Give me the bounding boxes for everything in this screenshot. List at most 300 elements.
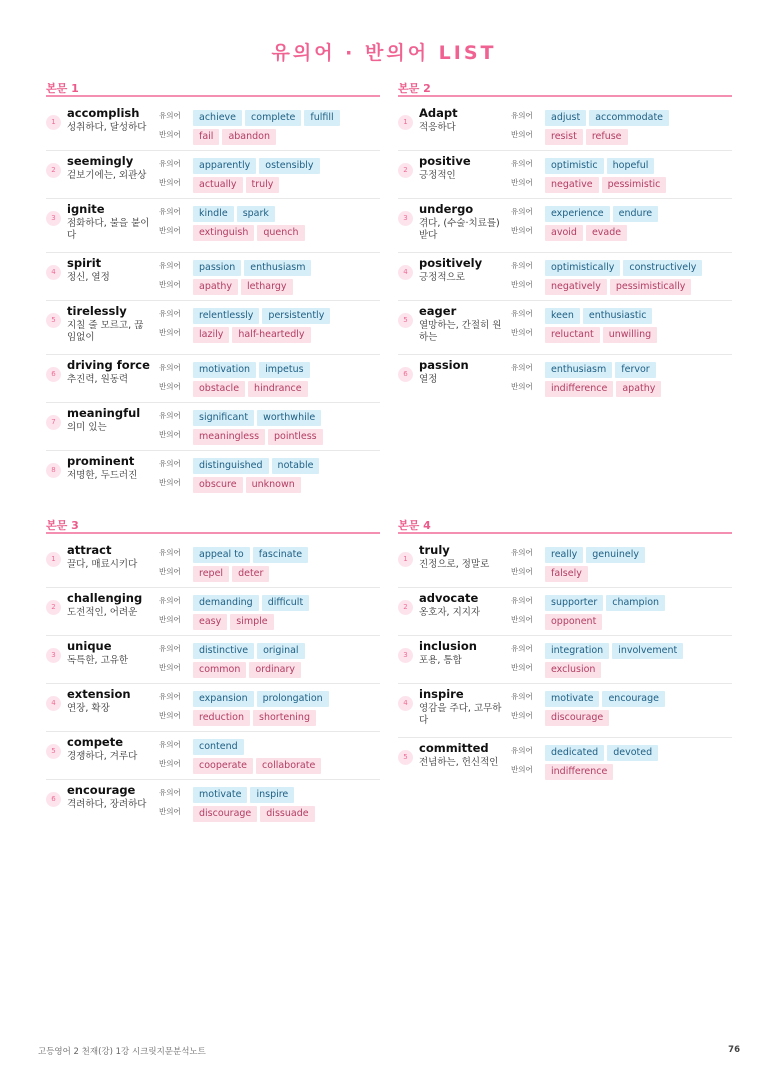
entry-meaning: 포용, 통합 xyxy=(419,655,462,666)
synonym-label: 유의어 xyxy=(159,548,181,557)
synonym-chip: distinguished xyxy=(193,458,269,474)
antonym-list xyxy=(193,124,279,145)
synonym-label: 유의어 xyxy=(511,596,533,605)
section-heading: 본문 4 xyxy=(398,517,732,534)
antonym-list xyxy=(193,274,296,295)
entry-meaning: 연장, 확장 xyxy=(67,703,110,714)
section-heading: 본문 3 xyxy=(46,517,380,534)
entry-word: tirelessly xyxy=(67,304,127,318)
entry-number-badge: 8 xyxy=(46,463,61,478)
entry-word: seemingly xyxy=(67,154,134,168)
antonym-chip: actually xyxy=(193,177,243,193)
antonym-chip: pessimistically xyxy=(610,279,692,295)
entry-word: undergo xyxy=(419,202,474,216)
vocab-entry xyxy=(46,403,380,451)
vocab-entry xyxy=(398,684,732,738)
entry-meaning: 정신, 열정 xyxy=(67,272,110,283)
vocab-entry xyxy=(398,253,732,301)
synonym-list xyxy=(193,405,324,426)
vocab-entry xyxy=(46,540,380,588)
synonym-chip: difficult xyxy=(262,595,309,611)
entry-meaning: 점화하다, 불을 붙이다 xyxy=(67,218,150,241)
entry-meaning: 긍정적인 xyxy=(419,170,456,181)
synonym-label: 유의어 xyxy=(159,644,181,653)
vocab-entry xyxy=(46,780,380,828)
entry-number-badge: 5 xyxy=(46,744,61,759)
antonym-list xyxy=(193,172,282,193)
synonym-chip: experience xyxy=(545,206,610,222)
antonym-list xyxy=(545,657,604,678)
antonym-chip: avoid xyxy=(545,225,583,241)
entry-word: positive xyxy=(419,154,471,168)
synonym-list xyxy=(545,542,648,563)
synonym-chip: enthusiastic xyxy=(583,308,653,324)
entry-word: accomplish xyxy=(67,106,140,120)
vocab-entry xyxy=(46,103,380,151)
vocab-entry xyxy=(398,151,732,199)
entry-number-badge: 3 xyxy=(398,648,413,663)
vocab-entry xyxy=(398,588,732,636)
antonym-chip: collaborate xyxy=(256,758,321,774)
synonym-list xyxy=(545,590,668,611)
synonym-list xyxy=(545,201,661,222)
antonym-chip: common xyxy=(193,662,246,678)
entry-number-badge: 1 xyxy=(46,552,61,567)
synonym-list xyxy=(193,590,312,611)
synonym-label: 유의어 xyxy=(511,207,533,216)
entry-word: spirit xyxy=(67,256,102,270)
entry-number-badge: 6 xyxy=(398,367,413,382)
synonym-chip: adjust xyxy=(545,110,586,126)
synonym-chip: involvement xyxy=(612,643,683,659)
synonym-chip: demanding xyxy=(193,595,259,611)
antonym-label: 반의어 xyxy=(511,226,533,235)
entry-word: compete xyxy=(67,735,124,749)
vocab-entry xyxy=(398,355,732,403)
entry-number-badge: 4 xyxy=(398,696,413,711)
synonym-label: 유의어 xyxy=(511,111,533,120)
antonym-chip: extinguish xyxy=(193,225,254,241)
synonym-chip: significant xyxy=(193,410,254,426)
vocab-entry xyxy=(398,103,732,151)
antonym-chip: indifference xyxy=(545,764,613,780)
antonym-label: 반의어 xyxy=(511,663,533,672)
synonym-list xyxy=(545,740,661,761)
antonym-chip: hindrance xyxy=(248,381,308,397)
entry-number-badge: 3 xyxy=(398,211,413,226)
entry-number-badge: 2 xyxy=(46,163,61,178)
entry-word: committed xyxy=(419,741,489,755)
antonym-chip: obscure xyxy=(193,477,243,493)
synonym-chip: prolongation xyxy=(257,691,329,707)
antonym-chip: reduction xyxy=(193,710,250,726)
antonym-label: 반의어 xyxy=(511,328,533,337)
antonym-list xyxy=(193,657,304,678)
entry-word: eager xyxy=(419,304,457,318)
antonym-label: 반의어 xyxy=(511,567,533,576)
entry-number-badge: 6 xyxy=(46,367,61,382)
entry-meaning: 옹호자, 지지자 xyxy=(419,607,481,618)
antonym-label: 반의어 xyxy=(159,663,181,672)
synonym-chip: optimistic xyxy=(545,158,604,174)
entry-number-badge: 7 xyxy=(46,415,61,430)
synonym-label: 유의어 xyxy=(511,363,533,372)
synonym-chip: inspire xyxy=(250,787,294,803)
entry-meaning: 의미 있는 xyxy=(67,422,107,433)
entry-meaning: 영감을 주다, 고무하다 xyxy=(419,703,502,726)
synonym-label: 유의어 xyxy=(511,548,533,557)
synonym-label: 유의어 xyxy=(159,596,181,605)
synonym-list xyxy=(193,105,343,126)
antonym-label: 반의어 xyxy=(159,382,181,391)
entry-word: attract xyxy=(67,543,112,557)
entry-word: positively xyxy=(419,256,483,270)
antonym-chip: resist xyxy=(545,129,583,145)
synonym-chip: enthusiasm xyxy=(545,362,612,378)
page-number: 76 xyxy=(728,1045,740,1055)
antonym-label: 반의어 xyxy=(159,711,181,720)
vocab-entry xyxy=(398,636,732,684)
synonym-list xyxy=(193,303,333,324)
synonym-chip: motivate xyxy=(193,787,247,803)
antonym-chip: pointless xyxy=(268,429,323,445)
antonym-label: 반의어 xyxy=(159,759,181,768)
antonym-chip: apathy xyxy=(193,279,238,295)
synonym-chip: encourage xyxy=(602,691,665,707)
page-title: 유의어 · 반의어 LIST xyxy=(271,42,497,64)
synonym-chip: supporter xyxy=(545,595,603,611)
synonym-chip: kindle xyxy=(193,206,234,222)
antonym-chip: deter xyxy=(232,566,269,582)
synonym-label: 유의어 xyxy=(159,363,181,372)
entry-number-badge: 4 xyxy=(46,696,61,711)
footer-book-title: 고등영어 2 천재(강) 1강 시크릿지문분석노트 xyxy=(38,1047,206,1057)
antonym-chip: reluctant xyxy=(545,327,600,343)
vocab-entry xyxy=(46,199,380,253)
synonym-label: 유의어 xyxy=(159,207,181,216)
antonym-list xyxy=(545,609,605,630)
antonym-label: 반의어 xyxy=(159,328,181,337)
synonym-list xyxy=(545,638,686,659)
entry-number-badge: 1 xyxy=(398,552,413,567)
synonym-list xyxy=(545,105,672,126)
synonym-label: 유의어 xyxy=(511,644,533,653)
synonym-chip: hopeful xyxy=(607,158,655,174)
synonym-list xyxy=(545,153,657,174)
entry-word: inclusion xyxy=(419,639,477,653)
synonym-chip: keen xyxy=(545,308,580,324)
synonym-chip: motivation xyxy=(193,362,256,378)
antonym-list xyxy=(545,220,630,241)
synonym-list xyxy=(545,686,668,707)
antonym-list xyxy=(545,705,612,726)
synonym-label: 유의어 xyxy=(511,261,533,270)
synonym-chip: expansion xyxy=(193,691,254,707)
antonym-list xyxy=(545,124,631,145)
antonym-chip: opponent xyxy=(545,614,602,630)
antonym-list xyxy=(193,609,277,630)
synonym-chip: constructively xyxy=(623,260,702,276)
antonym-list xyxy=(193,801,318,822)
antonym-label: 반의어 xyxy=(159,178,181,187)
entry-word: encourage xyxy=(67,783,136,797)
antonym-chip: refuse xyxy=(586,129,628,145)
entry-meaning: 적응하다 xyxy=(419,122,456,133)
antonym-chip: apathy xyxy=(616,381,661,397)
antonym-chip: pessimistic xyxy=(602,177,667,193)
section-4 xyxy=(398,517,732,786)
entry-word: truly xyxy=(419,543,450,557)
entry-number-badge: 2 xyxy=(398,600,413,615)
entry-word: inspire xyxy=(419,687,464,701)
entry-number-badge: 2 xyxy=(398,163,413,178)
vocab-entry xyxy=(398,540,732,588)
antonym-chip: indifference xyxy=(545,381,613,397)
entry-word: Adapt xyxy=(419,106,458,120)
antonym-chip: repel xyxy=(193,566,229,582)
entry-meaning: 겪다, (수술·치료를) 받다 xyxy=(419,218,500,241)
synonym-list xyxy=(193,357,313,378)
entry-number-badge: 3 xyxy=(46,648,61,663)
entry-meaning: 저명한, 두드러진 xyxy=(67,470,138,481)
antonym-label: 반의어 xyxy=(511,382,533,391)
antonym-chip: meaningless xyxy=(193,429,265,445)
antonym-chip: ordinary xyxy=(249,662,301,678)
antonym-label: 반의어 xyxy=(511,765,533,774)
synonym-chip: spark xyxy=(237,206,275,222)
antonym-list xyxy=(545,274,694,295)
entry-meaning: 격려하다, 장려하다 xyxy=(67,799,147,810)
vocab-entry xyxy=(398,738,732,786)
antonym-list xyxy=(545,759,616,780)
synonym-list xyxy=(193,686,332,707)
section-3 xyxy=(46,517,380,828)
synonym-label: 유의어 xyxy=(159,459,181,468)
synonym-label: 유의어 xyxy=(159,788,181,797)
antonym-label: 반의어 xyxy=(159,807,181,816)
synonym-label: 유의어 xyxy=(511,309,533,318)
antonym-chip: discourage xyxy=(193,806,257,822)
synonym-label: 유의어 xyxy=(511,159,533,168)
synonym-list xyxy=(193,255,314,276)
entry-meaning: 전념하는, 헌신적인 xyxy=(419,757,499,768)
synonym-chip: endure xyxy=(613,206,658,222)
antonym-chip: lethargy xyxy=(241,279,292,295)
entry-word: ignite xyxy=(67,202,105,216)
vocab-entry xyxy=(46,451,380,499)
antonym-chip: dissuade xyxy=(260,806,314,822)
vocab-entry xyxy=(46,151,380,199)
antonym-chip: shortening xyxy=(253,710,316,726)
synonym-label: 유의어 xyxy=(159,159,181,168)
synonym-chip: dedicated xyxy=(545,745,604,761)
entry-meaning: 진정으로, 정말로 xyxy=(419,559,490,570)
synonym-chip: fulfill xyxy=(304,110,339,126)
antonym-chip: lazily xyxy=(193,327,229,343)
section-heading: 본문 1 xyxy=(46,80,380,97)
synonym-chip: integration xyxy=(545,643,609,659)
synonym-list xyxy=(545,303,655,324)
antonym-label: 반의어 xyxy=(511,280,533,289)
synonym-chip: motivate xyxy=(545,691,599,707)
synonym-chip: really xyxy=(545,547,583,563)
entry-meaning: 추진력, 원동력 xyxy=(67,374,129,385)
synonym-chip: fascinate xyxy=(253,547,308,563)
entry-number-badge: 5 xyxy=(398,750,413,765)
synonym-chip: champion xyxy=(606,595,665,611)
antonym-chip: cooperate xyxy=(193,758,253,774)
entry-meaning: 도전적인, 어려운 xyxy=(67,607,138,618)
entry-meaning: 열정 xyxy=(419,374,438,385)
synonym-list xyxy=(193,453,322,474)
antonym-chip: obstacle xyxy=(193,381,245,397)
synonym-chip: apparently xyxy=(193,158,256,174)
synonym-chip: passion xyxy=(193,260,241,276)
entry-meaning: 지칠 줄 모르고, 끊임없이 xyxy=(67,320,144,343)
vocab-entry xyxy=(46,253,380,301)
antonym-chip: quench xyxy=(257,225,304,241)
antonym-list xyxy=(193,753,324,774)
antonym-label: 반의어 xyxy=(159,430,181,439)
antonym-label: 반의어 xyxy=(511,711,533,720)
synonym-chip: notable xyxy=(272,458,320,474)
synonym-label: 유의어 xyxy=(159,740,181,749)
synonym-chip: enthusiasm xyxy=(244,260,311,276)
antonym-list xyxy=(545,376,664,397)
synonym-label: 유의어 xyxy=(159,692,181,701)
synonym-chip: accommodate xyxy=(589,110,669,126)
entry-meaning: 긍정적으로 xyxy=(419,272,465,283)
entry-meaning: 독특한, 고유한 xyxy=(67,655,129,666)
antonym-label: 반의어 xyxy=(159,130,181,139)
synonym-chip: genuinely xyxy=(586,547,645,563)
antonym-chip: falsely xyxy=(545,566,588,582)
entry-number-badge: 1 xyxy=(46,115,61,130)
synonym-chip: optimistically xyxy=(545,260,620,276)
entry-word: extension xyxy=(67,687,131,701)
entry-number-badge: 6 xyxy=(46,792,61,807)
entry-meaning: 성취하다, 달성하다 xyxy=(67,122,147,133)
antonym-list xyxy=(193,424,326,445)
entry-word: challenging xyxy=(67,591,143,605)
synonym-chip: fervor xyxy=(615,362,655,378)
section-1 xyxy=(46,80,380,499)
synonym-chip: relentlessly xyxy=(193,308,259,324)
synonym-chip: worthwhile xyxy=(257,410,321,426)
synonym-label: 유의어 xyxy=(159,411,181,420)
synonym-label: 유의어 xyxy=(511,692,533,701)
synonym-list xyxy=(193,734,247,755)
synonym-chip: persistently xyxy=(262,308,330,324)
synonym-chip: original xyxy=(257,643,305,659)
entry-number-badge: 1 xyxy=(398,115,413,130)
entry-meaning: 경쟁하다, 겨루다 xyxy=(67,751,138,762)
entry-meaning: 겉보기에는, 외관상 xyxy=(67,170,147,181)
synonym-label: 유의어 xyxy=(159,261,181,270)
antonym-list xyxy=(545,561,591,582)
antonym-chip: discourage xyxy=(545,710,609,726)
vocab-entry xyxy=(398,199,732,253)
synonym-list xyxy=(193,782,297,803)
synonym-chip: complete xyxy=(245,110,301,126)
antonym-list xyxy=(193,322,314,343)
antonym-list xyxy=(193,376,311,397)
synonym-chip: contend xyxy=(193,739,244,755)
entry-word: prominent xyxy=(67,454,135,468)
antonym-label: 반의어 xyxy=(511,615,533,624)
vocab-entry xyxy=(46,732,380,780)
synonym-list xyxy=(545,357,659,378)
synonym-chip: distinctive xyxy=(193,643,254,659)
synonym-list xyxy=(545,255,705,276)
entry-number-badge: 2 xyxy=(46,600,61,615)
vocab-entry xyxy=(46,588,380,636)
antonym-list xyxy=(193,561,272,582)
antonym-list xyxy=(193,472,304,493)
entry-number-badge: 4 xyxy=(398,265,413,280)
entry-word: advocate xyxy=(419,591,479,605)
antonym-chip: negative xyxy=(545,177,599,193)
entry-number-badge: 3 xyxy=(46,211,61,226)
antonym-label: 반의어 xyxy=(159,615,181,624)
entry-word: unique xyxy=(67,639,112,653)
antonym-chip: evade xyxy=(586,225,627,241)
antonym-chip: negatively xyxy=(545,279,607,295)
antonym-label: 반의어 xyxy=(159,567,181,576)
section-heading: 본문 2 xyxy=(398,80,732,97)
vocab-entry xyxy=(398,301,732,355)
antonym-chip: unknown xyxy=(246,477,301,493)
antonym-chip: simple xyxy=(230,614,273,630)
synonym-label: 유의어 xyxy=(159,309,181,318)
synonym-label: 유의어 xyxy=(511,746,533,755)
antonym-chip: unwilling xyxy=(603,327,657,343)
antonym-chip: half-heartedly xyxy=(232,327,310,343)
antonym-label: 반의어 xyxy=(159,478,181,487)
antonym-label: 반의어 xyxy=(511,178,533,187)
antonym-chip: abandon xyxy=(222,129,276,145)
entry-number-badge: 5 xyxy=(398,313,413,328)
antonym-label: 반의어 xyxy=(159,280,181,289)
synonym-chip: devoted xyxy=(607,745,658,761)
entry-meaning: 끌다, 매료시키다 xyxy=(67,559,138,570)
entry-number-badge: 5 xyxy=(46,313,61,328)
antonym-list xyxy=(193,705,319,726)
antonym-list xyxy=(545,172,669,193)
synonym-list xyxy=(193,542,311,563)
entry-word: meaningful xyxy=(67,406,141,420)
synonym-chip: impetus xyxy=(259,362,309,378)
synonym-chip: ostensibly xyxy=(259,158,319,174)
entry-meaning: 열망하는, 간절히 원하는 xyxy=(419,320,502,343)
vocab-entry xyxy=(46,684,380,732)
synonym-list xyxy=(193,201,278,222)
antonym-chip: easy xyxy=(193,614,227,630)
entry-number-badge: 4 xyxy=(46,265,61,280)
antonym-list xyxy=(545,322,660,343)
antonym-label: 반의어 xyxy=(511,130,533,139)
vocab-entry xyxy=(46,355,380,403)
synonym-list xyxy=(193,638,308,659)
antonym-list xyxy=(193,220,308,241)
entry-word: driving force xyxy=(67,358,150,372)
synonym-list xyxy=(193,153,323,174)
antonym-chip: truly xyxy=(246,177,280,193)
vocab-entry xyxy=(46,301,380,355)
synonym-chip: achieve xyxy=(193,110,242,126)
antonym-chip: exclusion xyxy=(545,662,601,678)
antonym-label: 반의어 xyxy=(159,226,181,235)
